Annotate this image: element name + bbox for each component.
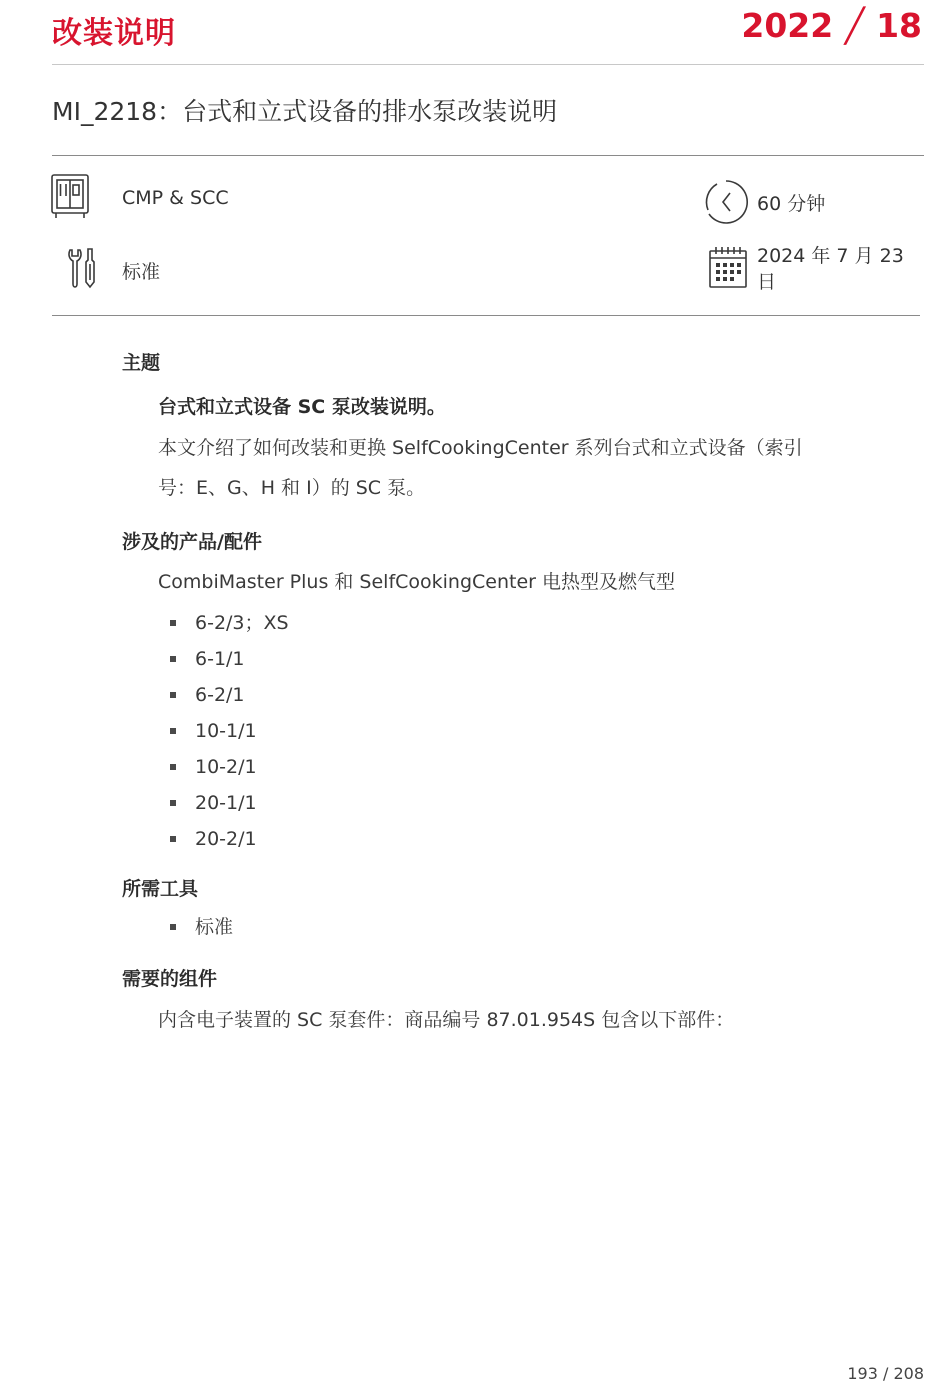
topic-paragraph (158, 428, 898, 508)
title-divider (52, 155, 924, 156)
tools-label: 标准 (122, 261, 161, 283)
tools-list (168, 909, 233, 945)
bullet (170, 656, 176, 662)
topic-paragraph-line-2: 号：E、G、H 和 I）的 SC 泵。 (158, 477, 426, 499)
list-item (168, 821, 289, 857)
duration-label: 60 分钟 (757, 193, 826, 215)
list-item (168, 605, 289, 641)
products-intro: CombiMaster Plus 和 SelfCookingCenter 电热型及燃气型 (158, 571, 676, 593)
product-label: CMP & SCC (122, 187, 229, 209)
section-title: 改装说明 (52, 16, 176, 51)
list-item (168, 677, 289, 713)
topic-paragraph-line-1: 本文介绍了如何改装和更换 SelfCookingCenter 系列台式和立式设备（索引 (158, 437, 803, 459)
list-item (168, 909, 233, 945)
date-line-1: 2024 年 7 月 23 (757, 245, 904, 267)
list-item (168, 785, 289, 821)
list-item-text: 10-2/1 (195, 756, 257, 778)
parts-heading: 需要的组件 (122, 968, 218, 990)
bullet (170, 924, 176, 930)
list-item-text: 20-2/1 (195, 828, 257, 850)
bullet (170, 620, 176, 626)
tools-heading: 所需工具 (122, 878, 199, 900)
date-label (757, 243, 904, 295)
oven-icon (50, 173, 90, 223)
products-list (168, 605, 289, 857)
list-item-text: 6-2/3；XS (195, 612, 289, 634)
bullet (170, 836, 176, 842)
list-item-text: 标准 (195, 916, 234, 938)
header-divider (52, 64, 924, 65)
meta-divider (52, 315, 920, 316)
parts-paragraph: 内含电子装置的 SC 泵套件：商品编号 87.01.954S 包含以下部件： (158, 1009, 735, 1031)
list-item-text: 6-2/1 (195, 684, 245, 706)
page-number: 193 / 208 (847, 1364, 924, 1383)
list-item (168, 641, 289, 677)
list-item-text: 10-1/1 (195, 720, 257, 742)
document-title: MI_2218：台式和立式设备的排水泵改装说明 (52, 97, 558, 126)
bullet (170, 692, 176, 698)
topic-subheading: 台式和立式设备 SC 泵改装说明。 (158, 396, 446, 418)
list-item (168, 713, 289, 749)
date-line-2: 日 (757, 271, 777, 293)
bullet (170, 728, 176, 734)
list-item-text: 20-1/1 (195, 792, 257, 814)
calendar-icon (708, 245, 748, 295)
clock-icon (703, 179, 749, 229)
bullet (170, 800, 176, 806)
topic-heading: 主题 (122, 352, 161, 374)
list-item (168, 749, 289, 785)
issue-number: 2022 ╱ 18 (741, 6, 922, 45)
bullet (170, 764, 176, 770)
tools-icon (66, 246, 98, 294)
list-item-text: 6-1/1 (195, 648, 245, 670)
products-heading: 涉及的产品/配件 (122, 531, 262, 553)
